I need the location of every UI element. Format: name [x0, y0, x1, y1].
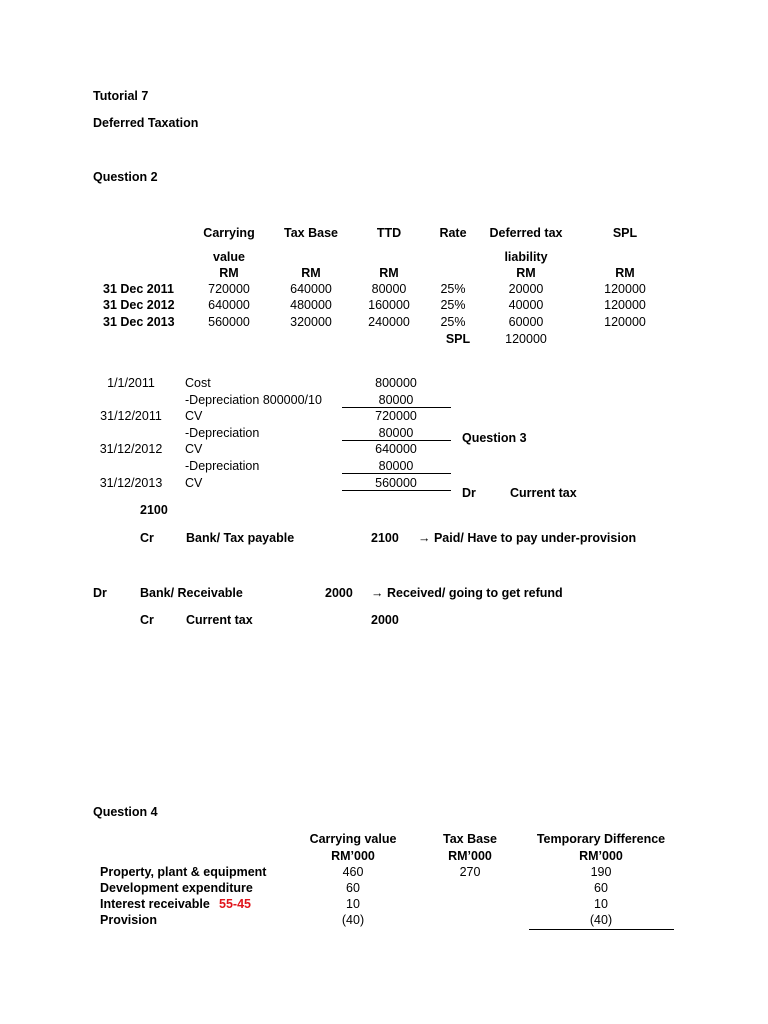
table-cell-rate: 25% — [440, 315, 466, 329]
journal-dr2-label: Dr — [93, 586, 107, 600]
dep-label: -Depreciation 800000/10 — [185, 393, 322, 407]
journal-dr-account: Current tax — [510, 486, 577, 500]
col-spl: SPL — [612, 226, 638, 240]
q4-cell-td: (40) — [589, 913, 613, 927]
table-cell-ttd: 80000 — [371, 282, 407, 296]
col-deferred-tax-1: Deferred tax — [489, 226, 563, 240]
dep-underline — [342, 490, 451, 491]
question-4-title: Question 4 — [93, 805, 158, 819]
q4-cell-cv: 460 — [342, 865, 364, 879]
dep-date: 31/12/2012 — [99, 442, 163, 456]
q4-row-note: 55-45 — [219, 897, 251, 911]
q4-col-temp-diff: Temporary Difference — [536, 832, 666, 846]
table-cell-carrying: 720000 — [208, 282, 250, 296]
dep-date: 31/12/2011 — [100, 409, 162, 423]
q4-col-tax-base: Tax Base — [443, 832, 497, 846]
col-taxbase: Tax Base — [284, 226, 338, 240]
journal-dr2-account: Bank/ Receivable — [140, 586, 243, 600]
table-cell-rate: 25% — [440, 282, 466, 296]
dep-date: 31/12/2013 — [99, 476, 163, 490]
dep-label: -Depreciation — [185, 426, 260, 440]
dep-label: CV — [185, 409, 203, 423]
q4-cell-cv: (40) — [341, 913, 365, 927]
journal-cr-amount: 2100 — [371, 531, 399, 545]
col-deferred-tax-2: liability — [504, 250, 548, 264]
table-cell-spl: 120000 — [604, 298, 646, 312]
dep-value: 560000 — [375, 476, 417, 490]
dep-value: 640000 — [375, 442, 417, 456]
q4-cell-td: 60 — [594, 881, 608, 895]
table-cell-ttd: 160000 — [368, 298, 410, 312]
table-cell-spl: 120000 — [604, 315, 646, 329]
page-subtitle: Deferred Taxation — [93, 116, 199, 130]
dep-underline — [342, 407, 451, 408]
q4-row-label: Provision — [100, 913, 157, 927]
dep-underline — [342, 440, 451, 441]
dep-label: CV — [185, 442, 203, 456]
unit-taxbase: RM — [301, 266, 321, 280]
dep-value: 80000 — [378, 393, 414, 407]
q4-row-label: Interest receivable — [100, 897, 210, 911]
journal-cr2-label: Cr — [140, 613, 154, 627]
question-3-title: Question 3 — [462, 431, 527, 445]
q4-total-underline — [529, 929, 674, 930]
q4-cell-td: 10 — [594, 897, 608, 911]
col-ttd: TTD — [376, 226, 402, 240]
q4-cell-tb: 270 — [459, 865, 481, 879]
dep-underline — [342, 473, 451, 474]
unit-dt: RM — [516, 266, 536, 280]
q4-cell-cv: 60 — [346, 881, 360, 895]
dep-label: Cost — [185, 376, 211, 390]
table-cell-spl: 120000 — [604, 282, 646, 296]
table-cell-rate: 25% — [440, 298, 466, 312]
table-cell-deferred-tax: 20000 — [508, 282, 544, 296]
table-cell-ttd: 240000 — [368, 315, 410, 329]
journal-dr-amount: 2100 — [140, 503, 168, 517]
dep-value: 80000 — [378, 459, 414, 473]
q4-unit-tb: RM’000 — [448, 849, 492, 863]
dep-value: 720000 — [375, 409, 417, 423]
table-row-date: 31 Dec 2012 — [103, 298, 175, 312]
table-cell-deferred-tax: 40000 — [508, 298, 544, 312]
q4-unit-td: RM’000 — [579, 849, 623, 863]
unit-ttd: RM — [379, 266, 399, 280]
journal-cr-note: → Paid/ Have to pay under-provision — [418, 531, 637, 545]
dep-value: 800000 — [375, 376, 417, 390]
table-row-date: 31 Dec 2013 — [103, 315, 175, 329]
spl-label: SPL — [445, 332, 471, 346]
unit-spl: RM — [615, 266, 635, 280]
q4-cell-cv: 10 — [346, 897, 360, 911]
col-carrying-2: value — [213, 250, 245, 264]
journal-cr-account: Bank/ Tax payable — [186, 531, 295, 545]
page-title: Tutorial 7 — [93, 89, 149, 103]
dep-date: 1/1/2011 — [107, 376, 155, 390]
journal-dr2-amount: 2000 — [325, 586, 353, 600]
spl-value: 120000 — [505, 332, 547, 346]
journal-dr-label: Dr — [462, 486, 476, 500]
table-cell-carrying: 640000 — [208, 298, 250, 312]
table-cell-taxbase: 320000 — [290, 315, 332, 329]
journal-dr2-note: → Received/ going to get refund — [371, 586, 563, 600]
dep-value: 80000 — [378, 426, 414, 440]
table-cell-taxbase: 480000 — [290, 298, 332, 312]
dep-label: CV — [185, 476, 203, 490]
q4-cell-td: 190 — [590, 865, 612, 879]
table-cell-carrying: 560000 — [208, 315, 250, 329]
journal-cr2-account: Current tax — [186, 613, 253, 627]
journal-cr-label: Cr — [140, 531, 154, 545]
q4-col-carrying-value: Carrying value — [309, 832, 397, 846]
table-cell-deferred-tax: 60000 — [508, 315, 544, 329]
dep-label: -Depreciation — [185, 459, 260, 473]
q4-row-label: Development expenditure — [100, 881, 253, 895]
col-carrying-1: Carrying — [203, 226, 255, 240]
question-2-title: Question 2 — [93, 170, 158, 184]
unit-carrying: RM — [219, 266, 239, 280]
q4-unit-cv: RM’000 — [331, 849, 375, 863]
journal-cr2-amount: 2000 — [371, 613, 399, 627]
col-rate: Rate — [439, 226, 467, 240]
q4-row-label: Property, plant & equipment — [100, 865, 267, 879]
table-row-date: 31 Dec 2011 — [103, 282, 174, 296]
table-cell-taxbase: 640000 — [290, 282, 332, 296]
